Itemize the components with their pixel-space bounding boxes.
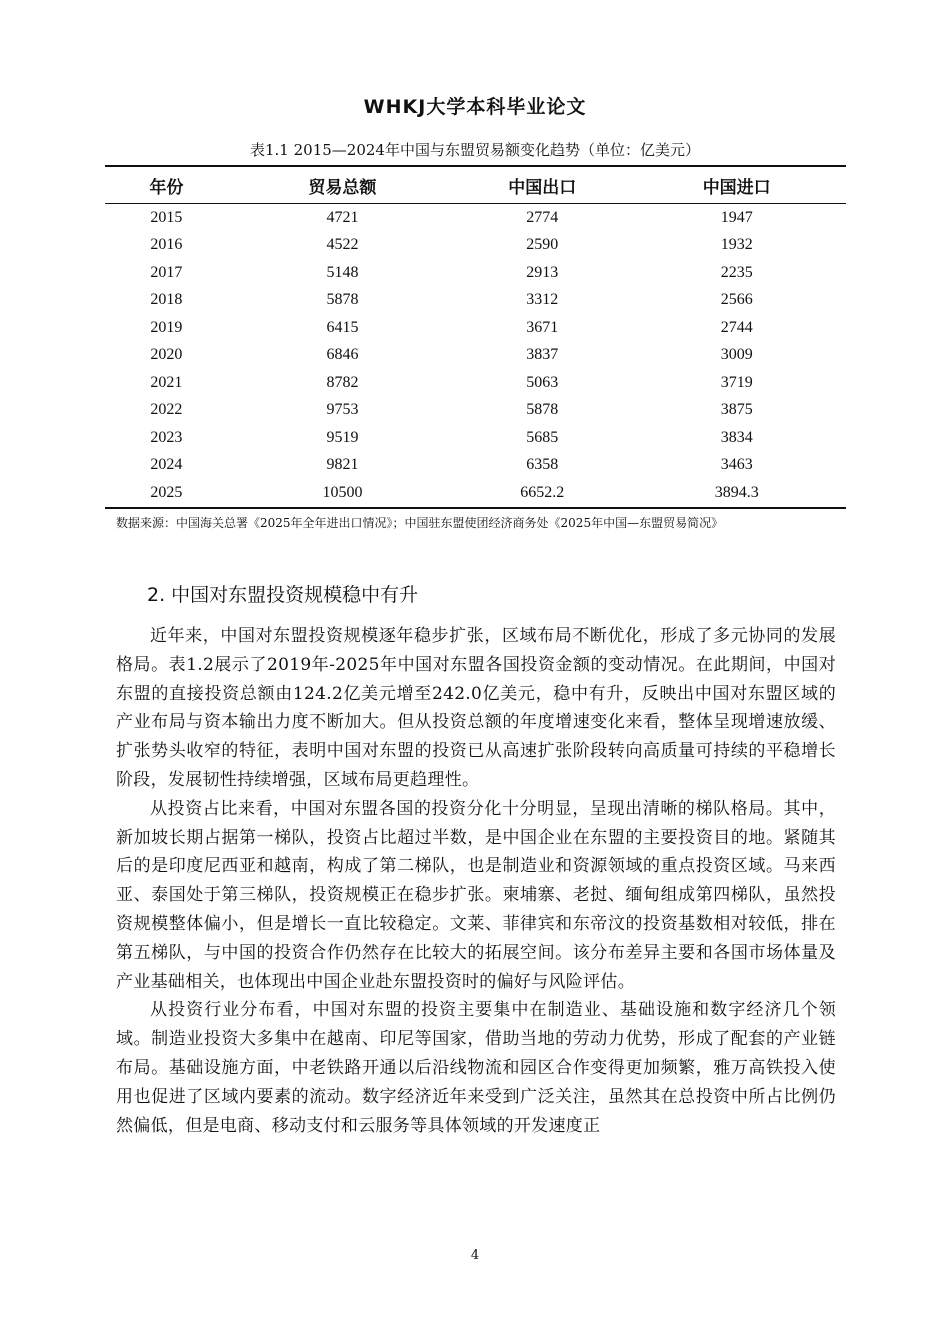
- cell-import: 3875: [720, 401, 753, 419]
- cell-import: 3463: [720, 456, 753, 474]
- cell-export: 5063: [526, 373, 559, 391]
- cell-total: 4522: [326, 236, 359, 254]
- section-heading: 2. 中国对东盟投资规模稳中有升: [147, 584, 419, 606]
- cell-export: 3671: [526, 318, 559, 336]
- table-header-row: [105, 166, 846, 204]
- cell-year: 2019: [150, 318, 183, 336]
- cell-year: 2018: [150, 291, 183, 309]
- cell-export: 6358: [526, 456, 559, 474]
- table-row: [105, 424, 846, 452]
- cell-export: 5878: [526, 401, 559, 419]
- cell-import: 3894.3: [714, 483, 759, 501]
- cell-year: 2021: [150, 373, 183, 391]
- cell-year: 2023: [150, 428, 183, 446]
- table-row: [105, 479, 846, 508]
- cell-total: 6415: [326, 318, 359, 336]
- cell-import: 2235: [720, 263, 753, 281]
- cell-year: 2017: [150, 263, 183, 281]
- cell-total: 5148: [326, 263, 359, 281]
- cell-year: 2025: [150, 483, 183, 501]
- column-header-export: 中国出口: [508, 177, 577, 198]
- cell-total: 6846: [326, 346, 359, 364]
- cell-total: 4721: [326, 208, 359, 226]
- cell-import: 1932: [720, 236, 753, 254]
- cell-import: 3834: [720, 428, 753, 446]
- page-header-title: WHKJ大学本科毕业论文: [363, 96, 587, 118]
- cell-import: 3009: [720, 346, 753, 364]
- table-row: [105, 204, 846, 232]
- cell-year: 2015: [150, 208, 183, 226]
- paragraph: 从投资占比来看，中国对东盟各国的投资分化十分明显，呈现出清晰的梯队格局。其中，新加坡长期占据第一梯队，投资占比超过半数，是中国企业在东盟的主要投资目的地。紧随其后的是印度尼西亚和越南，构成了第二梯队，也是制造业和资源领域的重点投资区域。马来西亚、泰国处于第三梯队，投资规模正在稳步扩张。柬埔寨、老挝、缅甸组成第四梯队，虽然投资规模整体偏小，但是增长一直比较稳定。文莱、菲律宾和东帝汶的投资基数相对较低，排在第五梯队，与中国的投资合作仍然存在比较大的拓展空间。该分布差异主要和各国市场体量及产业基础相关，也体现出中国企业赴东盟投资时的偏好与风险评估。: [116, 798, 836, 992]
- cell-total: 9753: [326, 401, 359, 419]
- paragraph: 近年来，中国对东盟投资规模逐年稳步扩张，区域布局不断优化，形成了多元协同的发展格局。表1.2展示了2019年-2025年中国对东盟各国投资金额的变动情况。在此期间，中国对东盟的直接投资总额由124.2亿美元增至242.0亿美元，稳中有升，反映出中国对东盟区域的产业布局与资本输出力度不断加大。但从投资总额的年度增速变化来看，整体呈现增速放缓、扩张势头收窄的特征，表明中国对东盟的投资已从高速扩张阶段转向高质量可持续的平稳增长阶段，发展韧性持续增强，区域布局更趋理性。: [116, 626, 836, 790]
- cell-total: 9821: [326, 456, 359, 474]
- table-row: [105, 397, 846, 425]
- cell-export: 2774: [526, 208, 559, 226]
- table-row: [105, 232, 846, 260]
- page-number: 4: [470, 1248, 480, 1263]
- cell-export: 2913: [526, 263, 559, 281]
- cell-import: 2744: [720, 318, 753, 336]
- table-row: [105, 342, 846, 370]
- cell-import: 2566: [720, 291, 753, 309]
- cell-export: 3837: [526, 346, 559, 364]
- cell-export: 6652.2: [520, 483, 565, 501]
- table-source-note: 数据来源：中国海关总署《2025年全年进出口情况》；中国驻东盟使团经济商务处《2025年中国—东盟贸易简况》: [116, 516, 724, 530]
- table-row: [105, 369, 846, 397]
- table-row: [105, 259, 846, 287]
- cell-export: 2590: [526, 236, 559, 254]
- table-row: [105, 287, 846, 315]
- column-header-year: 年份: [149, 177, 184, 198]
- table-body: [105, 204, 846, 508]
- cell-export: 3312: [526, 291, 559, 309]
- cell-import: 1947: [720, 208, 753, 226]
- cell-year: 2022: [150, 401, 183, 419]
- cell-export: 5685: [526, 428, 559, 446]
- cell-total: 8782: [326, 373, 359, 391]
- cell-total: 5878: [326, 291, 359, 309]
- cell-year: 2020: [150, 346, 183, 364]
- body-text: [116, 622, 836, 1140]
- cell-import: 3719: [720, 373, 753, 391]
- cell-year: 2016: [150, 236, 183, 254]
- trade-table: [105, 165, 846, 509]
- cell-year: 2024: [150, 456, 183, 474]
- paragraph: 从投资行业分布看，中国对东盟的投资主要集中在制造业、基础设施和数字经济几个领域。制造业投资大多集中在越南、印尼等国家，借助当地的劳动力优势，形成了配套的产业链布局。基础设施方面，中老铁路开通以后沿线物流和园区合作变得更加频繁，雅万高铁投入使用也促进了区域内要素的流动。数字经济近年来受到广泛关注，虽然其在总投资中所占比例仍然偏低，但是电商、移动支付和云服务等具体领域的开发速度正: [116, 1000, 836, 1136]
- cell-total: 9519: [326, 428, 359, 446]
- table-row: [105, 314, 846, 342]
- cell-total: 10500: [322, 483, 363, 501]
- column-header-total: 贸易总额: [308, 177, 377, 198]
- table-row: [105, 452, 846, 480]
- table-caption: 表1.1 2015—2024年中国与东盟贸易额变化趋势（单位：亿美元）: [250, 141, 700, 159]
- column-header-import: 中国进口: [702, 177, 771, 198]
